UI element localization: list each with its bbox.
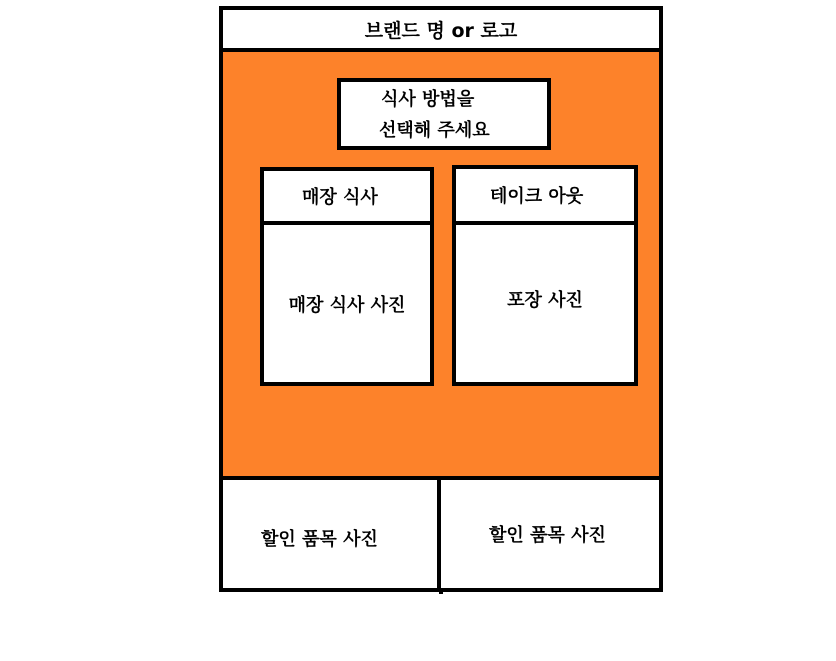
prompt-line-2: 선택해 주세요 bbox=[379, 120, 490, 141]
divider-tail bbox=[439, 590, 443, 594]
takeout-title: 테이크 아웃 bbox=[456, 169, 634, 225]
order-type-section bbox=[223, 52, 659, 480]
takeout-button[interactable] bbox=[452, 165, 638, 386]
dine-in-button[interactable] bbox=[260, 167, 434, 386]
dine-in-title: 매장 식사 bbox=[264, 171, 430, 225]
brand-logo-text: 브랜드 명 or 로고 bbox=[364, 19, 518, 42]
kiosk-screen bbox=[219, 6, 663, 592]
order-type-prompt bbox=[337, 78, 551, 150]
takeout-photo: 포장 사진 bbox=[507, 289, 583, 311]
promo-banner-left[interactable] bbox=[223, 480, 441, 588]
dine-in-photo: 매장 식사 사진 bbox=[288, 294, 406, 316]
promo-label-right: 할인 품목 사진 bbox=[489, 525, 606, 546]
promo-label-left: 할인 품목 사진 bbox=[261, 529, 378, 550]
prompt-line-1: 식사 방법을 bbox=[381, 89, 475, 110]
promo-banner-right[interactable] bbox=[441, 480, 659, 588]
brand-header bbox=[223, 10, 659, 52]
